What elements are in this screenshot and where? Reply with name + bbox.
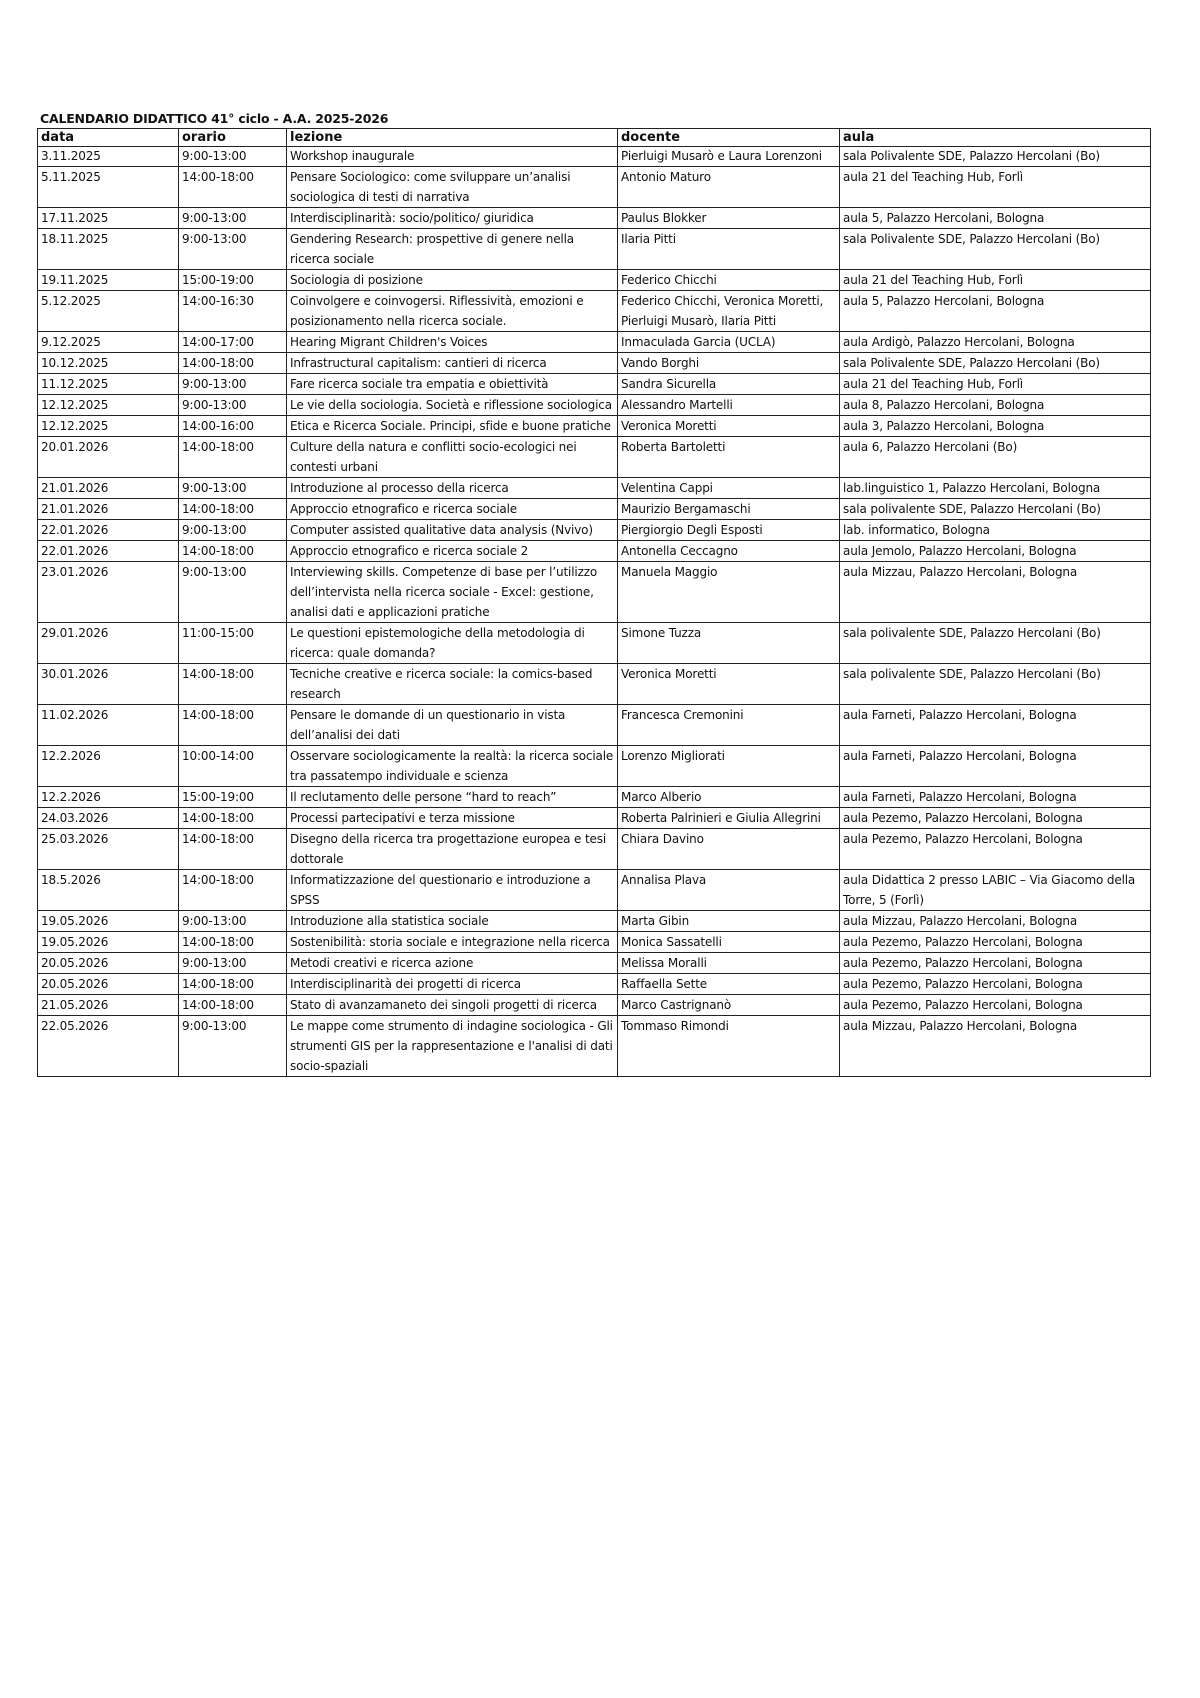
cell-aula: aula Pezemo, Palazzo Hercolani, Bologna	[840, 953, 1151, 974]
cell-data: 11.02.2026	[38, 705, 179, 746]
cell-aula: aula Farneti, Palazzo Hercolani, Bologna	[840, 705, 1151, 746]
cell-data: 19.11.2025	[38, 270, 179, 291]
cell-data: 21.01.2026	[38, 499, 179, 520]
cell-aula: sala polivalente SDE, Palazzo Hercolani (Bo)	[840, 623, 1151, 664]
cell-docente: Simone Tuzza	[618, 623, 840, 664]
cell-docente: Francesca Cremonini	[618, 705, 840, 746]
table-row	[38, 953, 1151, 974]
column-header-aula: aula	[840, 129, 1151, 147]
cell-aula: aula Didattica 2 presso LABIC – Via Giacomo della Torre, 5 (Forlì)	[840, 870, 1151, 911]
cell-lezione: Culture della natura e conflitti socio-ecologici nei contesti urbani	[287, 437, 618, 478]
cell-docente: Antonella Ceccagno	[618, 541, 840, 562]
cell-docente: Pierluigi Musarò e Laura Lorenzoni	[618, 147, 840, 167]
table-header-row	[38, 129, 1151, 147]
cell-lezione: Hearing Migrant Children's Voices	[287, 332, 618, 353]
cell-docente: Lorenzo Migliorati	[618, 746, 840, 787]
cell-orario: 14:00-18:00	[179, 167, 287, 208]
table-row	[38, 374, 1151, 395]
cell-data: 29.01.2026	[38, 623, 179, 664]
cell-aula: aula 6, Palazzo Hercolani (Bo)	[840, 437, 1151, 478]
cell-aula: aula 5, Palazzo Hercolani, Bologna	[840, 208, 1151, 229]
cell-orario: 14:00-18:00	[179, 870, 287, 911]
cell-aula: aula 21 del Teaching Hub, Forlì	[840, 270, 1151, 291]
table-row	[38, 395, 1151, 416]
cell-docente: Marco Castrignanò	[618, 995, 840, 1016]
cell-lezione: Processi partecipativi e terza missione	[287, 808, 618, 829]
table-row	[38, 1016, 1151, 1077]
cell-data: 20.05.2026	[38, 974, 179, 995]
cell-data: 23.01.2026	[38, 562, 179, 623]
cell-docente: Chiara Davino	[618, 829, 840, 870]
cell-aula: sala polivalente SDE, Palazzo Hercolani (Bo)	[840, 499, 1151, 520]
cell-data: 24.03.2026	[38, 808, 179, 829]
cell-lezione: Interviewing skills. Competenze di base per l’utilizzo dell’intervista nella ricerca sociale - Excel: gestione, analisi dati e applicazioni pratiche	[287, 562, 618, 623]
cell-orario: 14:00-18:00	[179, 995, 287, 1016]
cell-aula: aula Pezemo, Palazzo Hercolani, Bologna	[840, 808, 1151, 829]
cell-orario: 9:00-13:00	[179, 374, 287, 395]
cell-aula: aula Pezemo, Palazzo Hercolani, Bologna	[840, 932, 1151, 953]
cell-data: 9.12.2025	[38, 332, 179, 353]
cell-lezione: Etica e Ricerca Sociale. Principi, sfide e buone pratiche	[287, 416, 618, 437]
cell-orario: 14:00-18:00	[179, 705, 287, 746]
cell-lezione: Informatizzazione del questionario e introduzione a SPSS	[287, 870, 618, 911]
cell-data: 22.05.2026	[38, 1016, 179, 1077]
cell-aula: aula Pezemo, Palazzo Hercolani, Bologna	[840, 829, 1151, 870]
table-row	[38, 808, 1151, 829]
cell-docente: Veronica Moretti	[618, 416, 840, 437]
cell-docente: Marta Gibin	[618, 911, 840, 932]
cell-docente: Alessandro Martelli	[618, 395, 840, 416]
cell-aula: sala Polivalente SDE, Palazzo Hercolani (Bo)	[840, 229, 1151, 270]
cell-docente: Piergiorgio Degli Esposti	[618, 520, 840, 541]
cell-lezione: Infrastructural capitalism: cantieri di ricerca	[287, 353, 618, 374]
cell-docente: Veronica Moretti	[618, 664, 840, 705]
cell-orario: 14:00-18:00	[179, 541, 287, 562]
cell-aula: aula 5, Palazzo Hercolani, Bologna	[840, 291, 1151, 332]
cell-lezione: Stato di avanzamaneto dei singoli progetti di ricerca	[287, 995, 618, 1016]
cell-data: 20.05.2026	[38, 953, 179, 974]
table-row	[38, 291, 1151, 332]
table-row	[38, 416, 1151, 437]
cell-lezione: Interdisciplinarità: socio/politico/ giuridica	[287, 208, 618, 229]
table-row	[38, 437, 1151, 478]
cell-docente: Maurizio Bergamaschi	[618, 499, 840, 520]
cell-data: 21.05.2026	[38, 995, 179, 1016]
document-title: CALENDARIO DIDATTICO 41° ciclo - A.A. 2025-2026	[40, 111, 389, 126]
table-row	[38, 787, 1151, 808]
table-row	[38, 562, 1151, 623]
cell-data: 25.03.2026	[38, 829, 179, 870]
table-row	[38, 995, 1151, 1016]
cell-lezione: Osservare sociologicamente la realtà: la ricerca sociale tra passatempo individuale e scienza	[287, 746, 618, 787]
cell-data: 18.11.2025	[38, 229, 179, 270]
cell-data: 20.01.2026	[38, 437, 179, 478]
cell-data: 19.05.2026	[38, 932, 179, 953]
cell-aula: aula Mizzau, Palazzo Hercolani, Bologna	[840, 911, 1151, 932]
cell-data: 21.01.2026	[38, 478, 179, 499]
cell-aula: aula Farneti, Palazzo Hercolani, Bologna	[840, 787, 1151, 808]
cell-data: 5.11.2025	[38, 167, 179, 208]
cell-orario: 11:00-15:00	[179, 623, 287, 664]
cell-orario: 9:00-13:00	[179, 478, 287, 499]
cell-lezione: Tecniche creative e ricerca sociale: la comics-based research	[287, 664, 618, 705]
cell-orario: 9:00-13:00	[179, 520, 287, 541]
table-row	[38, 541, 1151, 562]
column-header-orario: orario	[179, 129, 287, 147]
cell-lezione: Sociologia di posizione	[287, 270, 618, 291]
cell-lezione: Interdisciplinarità dei progetti di ricerca	[287, 974, 618, 995]
cell-aula: aula Mizzau, Palazzo Hercolani, Bologna	[840, 562, 1151, 623]
table-row	[38, 870, 1151, 911]
cell-lezione: Approccio etnografico e ricerca sociale 2	[287, 541, 618, 562]
column-header-data: data	[38, 129, 179, 147]
cell-orario: 9:00-13:00	[179, 911, 287, 932]
cell-lezione: Introduzione al processo della ricerca	[287, 478, 618, 499]
table-row	[38, 167, 1151, 208]
cell-aula: aula 21 del Teaching Hub, Forlì	[840, 167, 1151, 208]
cell-orario: 14:00-18:00	[179, 353, 287, 374]
cell-orario: 14:00-18:00	[179, 974, 287, 995]
cell-orario: 9:00-13:00	[179, 562, 287, 623]
cell-lezione: Approccio etnografico e ricerca sociale	[287, 499, 618, 520]
table-row	[38, 623, 1151, 664]
cell-docente: Raffaella Sette	[618, 974, 840, 995]
cell-data: 12.12.2025	[38, 416, 179, 437]
cell-orario: 10:00-14:00	[179, 746, 287, 787]
cell-data: 11.12.2025	[38, 374, 179, 395]
cell-orario: 14:00-16:00	[179, 416, 287, 437]
cell-orario: 9:00-13:00	[179, 953, 287, 974]
cell-aula: aula Farneti, Palazzo Hercolani, Bologna	[840, 746, 1151, 787]
cell-data: 19.05.2026	[38, 911, 179, 932]
table-row	[38, 746, 1151, 787]
cell-aula: sala Polivalente SDE, Palazzo Hercolani (Bo)	[840, 353, 1151, 374]
cell-orario: 14:00-18:00	[179, 499, 287, 520]
cell-lezione: Le questioni epistemologiche della metodologia di ricerca: quale domanda?	[287, 623, 618, 664]
cell-orario: 14:00-18:00	[179, 664, 287, 705]
cell-docente: Inmaculada Garcia (UCLA)	[618, 332, 840, 353]
cell-orario: 14:00-18:00	[179, 932, 287, 953]
table-row	[38, 147, 1151, 167]
cell-docente: Roberta Palrinieri e Giulia Allegrini	[618, 808, 840, 829]
table-row	[38, 478, 1151, 499]
cell-lezione: Il reclutamento delle persone “hard to reach”	[287, 787, 618, 808]
cell-docente: Vando Borghi	[618, 353, 840, 374]
cell-lezione: Sostenibilità: storia sociale e integrazione nella ricerca	[287, 932, 618, 953]
cell-data: 30.01.2026	[38, 664, 179, 705]
cell-lezione: Computer assisted qualitative data analysis (Nvivo)	[287, 520, 618, 541]
cell-lezione: Le vie della sociologia. Società e riflessione sociologica	[287, 395, 618, 416]
cell-orario: 9:00-13:00	[179, 229, 287, 270]
table-row	[38, 664, 1151, 705]
cell-lezione: Coinvolgere e coinvogersi. Riflessività, emozioni e posizionamento nella ricerca sociale.	[287, 291, 618, 332]
column-header-lezione: lezione	[287, 129, 618, 147]
table-row	[38, 829, 1151, 870]
cell-docente: Ilaria Pitti	[618, 229, 840, 270]
table-row	[38, 332, 1151, 353]
cell-docente: Sandra Sicurella	[618, 374, 840, 395]
cell-data: 3.11.2025	[38, 147, 179, 167]
cell-orario: 14:00-18:00	[179, 437, 287, 478]
cell-docente: Paulus Blokker	[618, 208, 840, 229]
cell-data: 5.12.2025	[38, 291, 179, 332]
table-row	[38, 499, 1151, 520]
cell-aula: sala polivalente SDE, Palazzo Hercolani (Bo)	[840, 664, 1151, 705]
cell-lezione: Introduzione alla statistica sociale	[287, 911, 618, 932]
cell-data: 12.2.2026	[38, 787, 179, 808]
cell-lezione: Pensare Sociologico: come sviluppare un’analisi sociologica di testi di narrativa	[287, 167, 618, 208]
cell-aula: aula 21 del Teaching Hub, Forlì	[840, 374, 1151, 395]
table-row	[38, 520, 1151, 541]
cell-aula: lab.linguistico 1, Palazzo Hercolani, Bologna	[840, 478, 1151, 499]
cell-data: 22.01.2026	[38, 520, 179, 541]
cell-data: 18.5.2026	[38, 870, 179, 911]
cell-docente: Monica Sassatelli	[618, 932, 840, 953]
cell-docente: Marco Alberio	[618, 787, 840, 808]
cell-data: 12.12.2025	[38, 395, 179, 416]
cell-docente: Tommaso Rimondi	[618, 1016, 840, 1077]
cell-docente: Federico Chicchi, Veronica Moretti, Pierluigi Musarò, Ilaria Pitti	[618, 291, 840, 332]
cell-lezione: Metodi creativi e ricerca azione	[287, 953, 618, 974]
cell-aula: sala Polivalente SDE, Palazzo Hercolani (Bo)	[840, 147, 1151, 167]
cell-orario: 9:00-13:00	[179, 147, 287, 167]
cell-lezione: Gendering Research: prospettive di genere nella ricerca sociale	[287, 229, 618, 270]
schedule-table	[37, 128, 1151, 1077]
table-row	[38, 932, 1151, 953]
table-row	[38, 229, 1151, 270]
cell-orario: 14:00-18:00	[179, 808, 287, 829]
cell-orario: 14:00-16:30	[179, 291, 287, 332]
cell-docente: Manuela Maggio	[618, 562, 840, 623]
cell-aula: aula Pezemo, Palazzo Hercolani, Bologna	[840, 995, 1151, 1016]
cell-aula: aula Mizzau, Palazzo Hercolani, Bologna	[840, 1016, 1151, 1077]
cell-orario: 15:00-19:00	[179, 270, 287, 291]
cell-docente: Roberta Bartoletti	[618, 437, 840, 478]
cell-docente: Federico Chicchi	[618, 270, 840, 291]
cell-data: 10.12.2025	[38, 353, 179, 374]
cell-lezione: Workshop inaugurale	[287, 147, 618, 167]
cell-data: 22.01.2026	[38, 541, 179, 562]
cell-orario: 14:00-18:00	[179, 829, 287, 870]
cell-orario: 9:00-13:00	[179, 1016, 287, 1077]
cell-aula: lab. informatico, Bologna	[840, 520, 1151, 541]
cell-lezione: Disegno della ricerca tra progettazione europea e tesi dottorale	[287, 829, 618, 870]
cell-orario: 14:00-17:00	[179, 332, 287, 353]
table-row	[38, 208, 1151, 229]
cell-lezione: Pensare le domande di un questionario in vista dell’analisi dei dati	[287, 705, 618, 746]
cell-lezione: Fare ricerca sociale tra empatia e obiettività	[287, 374, 618, 395]
table-row	[38, 353, 1151, 374]
cell-docente: Annalisa Plava	[618, 870, 840, 911]
cell-aula: aula Jemolo, Palazzo Hercolani, Bologna	[840, 541, 1151, 562]
cell-aula: aula 8, Palazzo Hercolani, Bologna	[840, 395, 1151, 416]
table-row	[38, 270, 1151, 291]
cell-aula: aula Ardigò, Palazzo Hercolani, Bologna	[840, 332, 1151, 353]
cell-data: 17.11.2025	[38, 208, 179, 229]
cell-orario: 9:00-13:00	[179, 208, 287, 229]
cell-aula: aula 3, Palazzo Hercolani, Bologna	[840, 416, 1151, 437]
cell-lezione: Le mappe come strumento di indagine sociologica - Gli strumenti GIS per la rappresentazione e l'analisi di dati socio-spaziali	[287, 1016, 618, 1077]
cell-aula: aula Pezemo, Palazzo Hercolani, Bologna	[840, 974, 1151, 995]
column-header-docente: docente	[618, 129, 840, 147]
table-row	[38, 911, 1151, 932]
cell-docente: Antonio Maturo	[618, 167, 840, 208]
cell-orario: 9:00-13:00	[179, 395, 287, 416]
cell-data: 12.2.2026	[38, 746, 179, 787]
cell-orario: 15:00-19:00	[179, 787, 287, 808]
table-row	[38, 705, 1151, 746]
cell-docente: Melissa Moralli	[618, 953, 840, 974]
table-row	[38, 974, 1151, 995]
cell-docente: Velentina Cappi	[618, 478, 840, 499]
